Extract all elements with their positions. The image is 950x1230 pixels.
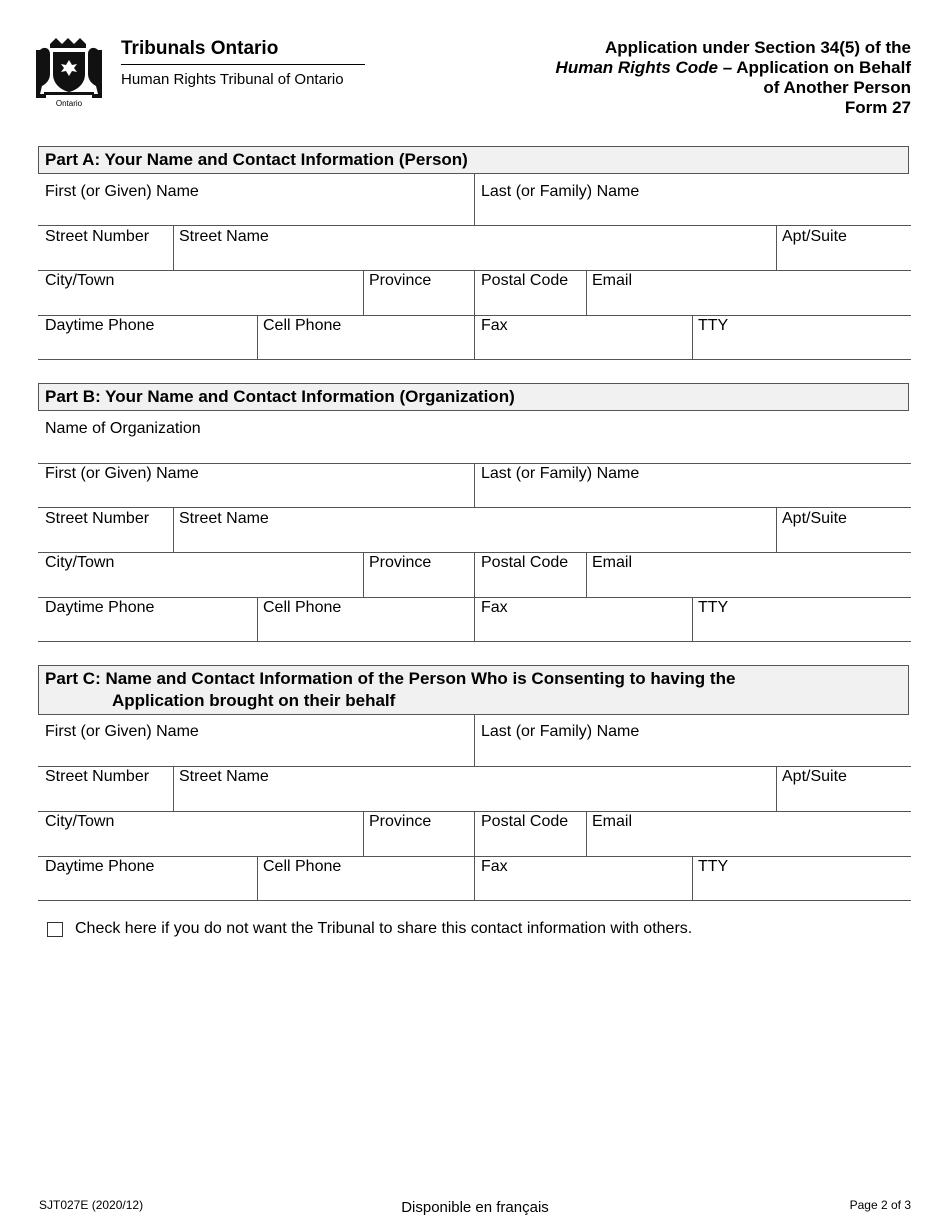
part-b-postal-code-label: Postal Code bbox=[481, 554, 569, 571]
part-c-first-name-label: First (or Given) Name bbox=[45, 723, 199, 740]
divider bbox=[474, 552, 475, 597]
divider bbox=[173, 507, 174, 552]
divider bbox=[474, 174, 475, 225]
divider bbox=[173, 766, 174, 811]
title-line-1: Application under Section 34(5) of the bbox=[604, 38, 911, 57]
row-rule bbox=[38, 225, 911, 226]
part-a-street-name-label: Street Name bbox=[179, 228, 269, 245]
form-code: SJT027E (2020/12) bbox=[39, 1198, 144, 1212]
part-c-province-label: Province bbox=[369, 813, 432, 830]
part-a-province-label: Province bbox=[369, 272, 432, 289]
part-c-city-label: City/Town bbox=[45, 813, 115, 830]
part-c-tty-label: TTY bbox=[698, 858, 729, 875]
divider bbox=[474, 714, 475, 766]
part-b-province-label: Province bbox=[369, 554, 432, 571]
no-share-contact-checkbox[interactable] bbox=[47, 922, 63, 937]
divider bbox=[692, 597, 693, 642]
part-a-header: Part A: Your Name and Contact Information (Person) bbox=[38, 146, 909, 174]
divider bbox=[692, 856, 693, 901]
divider bbox=[586, 811, 587, 856]
part-a-email-label: Email bbox=[592, 272, 633, 289]
org-divider bbox=[121, 64, 365, 65]
part-a-tty-label: TTY bbox=[698, 317, 729, 334]
form-title bbox=[556, 38, 911, 118]
part-a-street-number-label: Street Number bbox=[45, 228, 150, 245]
part-a-first-name-label: First (or Given) Name bbox=[45, 183, 199, 200]
part-c-cell-phone-label: Cell Phone bbox=[263, 858, 342, 875]
french-availability-link[interactable]: Disponible en français bbox=[401, 1199, 549, 1216]
divider bbox=[776, 507, 777, 552]
part-a-fax-label: Fax bbox=[481, 317, 508, 334]
part-b-apt-suite-label: Apt/Suite bbox=[782, 510, 847, 527]
divider bbox=[776, 225, 777, 270]
no-share-contact-label: Check here if you do not want the Tribunal to share this contact information with others. bbox=[75, 920, 693, 937]
divider bbox=[474, 856, 475, 901]
divider bbox=[474, 811, 475, 856]
title-line-3: of Another Person bbox=[763, 78, 911, 97]
divider bbox=[173, 225, 174, 270]
part-b-first-name-label: First (or Given) Name bbox=[45, 465, 199, 482]
part-c-last-name-label: Last (or Family) Name bbox=[481, 723, 640, 740]
divider bbox=[363, 270, 364, 315]
divider bbox=[586, 270, 587, 315]
part-a-city-label: City/Town bbox=[45, 272, 115, 289]
row-rule bbox=[38, 359, 911, 360]
part-a-last-name-label: Last (or Family) Name bbox=[481, 183, 640, 200]
part-c-email-label: Email bbox=[592, 813, 633, 830]
part-b-header: Part B: Your Name and Contact Information (Organization) bbox=[38, 383, 909, 411]
part-c-header bbox=[38, 665, 909, 715]
part-c-street-name-label: Street Name bbox=[179, 768, 269, 785]
ontario-coat-of-arms-logo bbox=[36, 36, 102, 106]
divider bbox=[474, 270, 475, 315]
part-b-city-label: City/Town bbox=[45, 554, 115, 571]
title-form-number: Form 27 bbox=[844, 98, 911, 117]
part-b-street-number-label: Street Number bbox=[45, 510, 150, 527]
divider bbox=[692, 315, 693, 360]
divider bbox=[474, 597, 475, 642]
part-b-email-label: Email bbox=[592, 554, 633, 571]
row-rule bbox=[38, 641, 911, 642]
part-c-header-line-1: Part C: Name and Contact Information of the Person Who is Consenting to having the bbox=[45, 669, 736, 688]
part-c-fax-label: Fax bbox=[481, 858, 508, 875]
part-c-apt-suite-label: Apt/Suite bbox=[782, 768, 847, 785]
divider bbox=[363, 811, 364, 856]
part-b-organization-name-label: Name of Organization bbox=[45, 420, 201, 437]
page-number: Page 2 of 3 bbox=[849, 1198, 911, 1212]
part-c-daytime-phone-label: Daytime Phone bbox=[45, 858, 155, 875]
logo-caption: Ontario bbox=[55, 99, 83, 108]
divider bbox=[586, 552, 587, 597]
title-line-2 bbox=[556, 58, 911, 78]
divider bbox=[257, 856, 258, 901]
part-a-cell-phone-label: Cell Phone bbox=[263, 317, 342, 334]
org-subtitle: Human Rights Tribunal of Ontario bbox=[121, 71, 344, 88]
part-a-apt-suite-label: Apt/Suite bbox=[782, 228, 847, 245]
divider bbox=[776, 766, 777, 811]
org-name: Tribunals Ontario bbox=[121, 38, 279, 59]
row-rule bbox=[38, 900, 911, 901]
part-c-street-number-label: Street Number bbox=[45, 768, 150, 785]
divider bbox=[257, 315, 258, 360]
title-code-italic: Human Rights Code bbox=[555, 58, 718, 77]
part-c-header-line-2: Application brought on their behalf bbox=[112, 691, 396, 710]
part-b-tty-label: TTY bbox=[698, 599, 729, 616]
part-b-last-name-label: Last (or Family) Name bbox=[481, 465, 640, 482]
part-b-daytime-phone-label: Daytime Phone bbox=[45, 599, 155, 616]
organization-block bbox=[121, 38, 365, 88]
part-b-street-name-label: Street Name bbox=[179, 510, 269, 527]
part-a-postal-code-label: Postal Code bbox=[481, 272, 569, 289]
divider bbox=[363, 552, 364, 597]
divider bbox=[474, 315, 475, 360]
row-rule bbox=[38, 766, 911, 767]
divider bbox=[474, 463, 475, 507]
part-b-cell-phone-label: Cell Phone bbox=[263, 599, 342, 616]
part-b-fax-label: Fax bbox=[481, 599, 508, 616]
row-rule bbox=[38, 507, 911, 508]
divider bbox=[257, 597, 258, 642]
part-a-daytime-phone-label: Daytime Phone bbox=[45, 317, 155, 334]
part-c-postal-code-label: Postal Code bbox=[481, 813, 569, 830]
title-line-2-rest: – Application on Behalf bbox=[718, 58, 911, 77]
